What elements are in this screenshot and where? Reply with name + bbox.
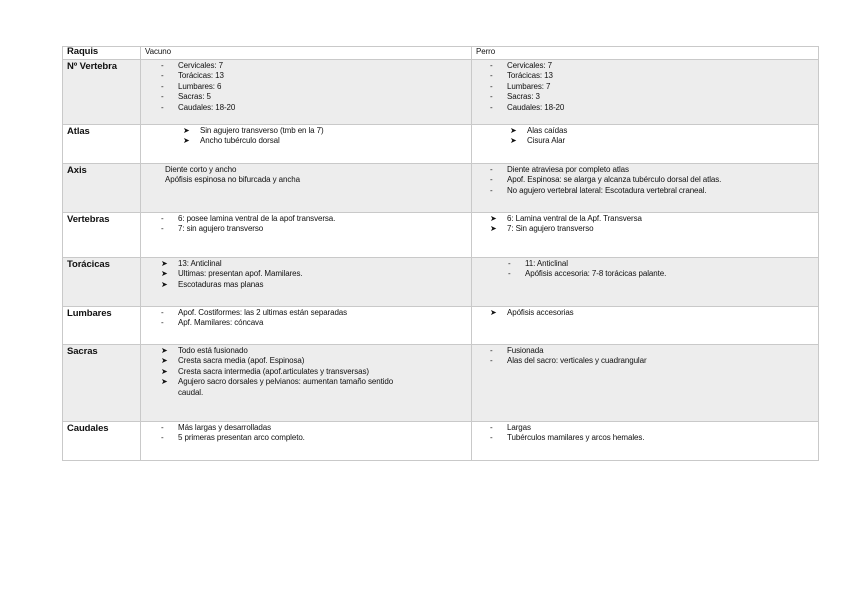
list-item: ➤ Sin agujero transverso (tmb en la 7)	[183, 126, 324, 135]
list-item: - 5 primeras presentan arco completo.	[161, 433, 305, 443]
dash-marker: -	[490, 102, 493, 112]
dash-marker: -	[490, 346, 493, 355]
dash-marker: -	[490, 185, 493, 195]
list-item: - 11: Anticlinal	[508, 259, 568, 268]
table-row-atlas	[63, 125, 819, 164]
list-item: - Lumbares: 6	[161, 81, 222, 91]
list-item: ➤ 6: Lamina ventral de la Apf. Transversa	[490, 214, 642, 223]
row-label: Atlas	[63, 125, 141, 164]
arrow-marker: ➤	[183, 126, 190, 135]
list-item: - Apf. Mamilares: cóncava	[161, 318, 264, 328]
arrow-marker: ➤	[510, 136, 517, 146]
dash-marker: -	[490, 92, 493, 102]
arrow-marker: ➤	[510, 126, 517, 135]
arrow-marker: ➤	[161, 346, 168, 355]
vacuno-cell	[141, 164, 472, 213]
dash-marker: -	[161, 423, 164, 432]
dash-marker: -	[161, 433, 164, 443]
list-item: ➤ Cresta sacra intermedia (apof.articulates y transversas)	[161, 366, 369, 376]
arrow-marker: ➤	[490, 214, 497, 223]
list-item: ➤ Todo está fusionado	[161, 346, 248, 355]
list-item: - Sacras: 3	[490, 92, 540, 102]
table-row-vertebras	[63, 213, 819, 258]
list-item: ➤ Agujero sacro dorsales y pelvianos: aumentan tamaño sentido caudal.	[161, 377, 394, 397]
list-item: ➤ Ultimas: presentan apof. Mamilares.	[161, 269, 303, 279]
row-label: Axis	[63, 164, 141, 213]
arrow-marker: ➤	[161, 366, 168, 376]
row-label: Sacras	[63, 345, 141, 422]
perro-cell	[472, 164, 819, 213]
list-item: - Caudales: 18-20	[490, 102, 565, 112]
vacuno-cell	[141, 213, 472, 258]
row-label: Caudales	[63, 422, 141, 461]
arrow-marker: ➤	[490, 308, 497, 317]
list-item: - Torácicas: 13	[161, 71, 224, 81]
list-item: - Sacras: 5	[161, 92, 211, 102]
list-item: - Cervicales: 7	[161, 61, 223, 70]
vacuno-cell	[141, 125, 472, 164]
list-item: ➤ Apófisis accesorias	[490, 308, 574, 317]
vacuno-cell	[141, 258, 472, 307]
list-item: - Diente atraviesa por completo atlas	[490, 165, 629, 174]
dash-marker: -	[161, 308, 164, 317]
arrow-marker: ➤	[183, 136, 190, 146]
dash-marker: -	[490, 71, 493, 81]
dash-marker: -	[161, 61, 164, 70]
header-vacuno: Vacuno	[141, 47, 472, 60]
dash-marker: -	[490, 81, 493, 91]
row-label: Lumbares	[63, 307, 141, 345]
perro-cell	[472, 345, 819, 422]
table-row-caudales	[63, 422, 819, 461]
list-item: ➤ 13: Anticlinal	[161, 259, 222, 268]
vacuno-cell	[141, 422, 472, 461]
list-item: - Apof. Costiformes: las 2 ultimas están separadas	[161, 308, 348, 317]
dash-marker: -	[490, 433, 493, 443]
perro-cell	[472, 422, 819, 461]
dash-marker: -	[161, 92, 164, 102]
table-header-row	[63, 47, 819, 60]
row-label: Nº Vertebra	[63, 60, 141, 125]
header-perro: Perro	[472, 47, 819, 60]
list-item: - No agujero vertebral lateral: Escotadura vertebral craneal.	[490, 185, 707, 195]
perro-cell	[472, 213, 819, 258]
list-item: - 6: posee lamina ventral de la apof transversa.	[161, 214, 336, 223]
list-item: ➤ Cresta sacra media (apof. Espinosa)	[161, 356, 305, 366]
dash-marker: -	[490, 175, 493, 185]
list-item: - Torácicas: 13	[490, 71, 553, 81]
list-item: ➤ 7: Sin agujero transverso	[490, 224, 594, 234]
perro-cell	[472, 258, 819, 307]
perro-cell	[472, 60, 819, 125]
dash-marker: -	[490, 165, 493, 174]
vacuno-cell	[141, 345, 472, 422]
list-item: ➤ Cisura Alar	[510, 136, 566, 146]
dash-marker: -	[490, 61, 493, 70]
dash-marker: -	[508, 269, 511, 279]
vacuno-cell	[141, 60, 472, 125]
list-item: - Caudales: 18-20	[161, 102, 236, 112]
list-item: - 7: sin agujero transverso	[161, 224, 264, 234]
dash-marker: -	[161, 81, 164, 91]
list-item: ➤ Alas caídas	[510, 126, 568, 135]
row-label: Torácicas	[63, 258, 141, 307]
list-item: Diente corto y ancho	[165, 165, 237, 174]
list-item: ➤ Escotaduras mas planas	[161, 279, 264, 289]
list-item: - Lumbares: 7	[490, 81, 551, 91]
header-raquis: Raquis	[63, 47, 141, 60]
dash-marker: -	[161, 214, 164, 223]
dash-marker: -	[490, 356, 493, 366]
list-item: - Fusionada	[490, 346, 544, 355]
perro-cell	[472, 307, 819, 345]
list-item: ➤ Ancho tubérculo dorsal	[183, 136, 280, 146]
table-row-toracicas	[63, 258, 819, 307]
row-label: Vertebras	[63, 213, 141, 258]
list-item: - Tubérculos mamilares y arcos hemales.	[490, 433, 645, 443]
table-row-lumbares	[63, 307, 819, 345]
list-item: - Largas	[490, 423, 531, 432]
dash-marker: -	[161, 71, 164, 81]
list-item: - Cervicales: 7	[490, 61, 552, 70]
dash-marker: -	[508, 259, 511, 268]
list-item: - Alas del sacro: verticales y cuadrangular	[490, 356, 647, 366]
dash-marker: -	[161, 318, 164, 328]
table-row-sacras	[63, 345, 819, 422]
arrow-marker: ➤	[490, 224, 497, 234]
arrow-marker: ➤	[161, 259, 168, 268]
dash-marker: -	[161, 102, 164, 112]
perro-cell	[472, 125, 819, 164]
table-row-n-vertebra	[63, 60, 819, 125]
arrow-marker: ➤	[161, 279, 168, 289]
arrow-marker: ➤	[161, 377, 168, 387]
table-row-axis	[63, 164, 819, 213]
vacuno-cell	[141, 307, 472, 345]
raquis-comparison-table	[62, 46, 819, 461]
arrow-marker: ➤	[161, 269, 168, 279]
dash-marker: -	[161, 224, 164, 234]
list-item: Apófisis espinosa no bifurcada y ancha	[165, 175, 300, 185]
list-item: - Apof. Espinosa: se alarga y alcanza tubérculo dorsal del atlas.	[490, 175, 722, 185]
list-item: - Más largas y desarrolladas	[161, 423, 271, 432]
arrow-marker: ➤	[161, 356, 168, 366]
dash-marker: -	[490, 423, 493, 432]
list-item: - Apófisis accesoria: 7-8 torácicas palante.	[508, 269, 667, 279]
